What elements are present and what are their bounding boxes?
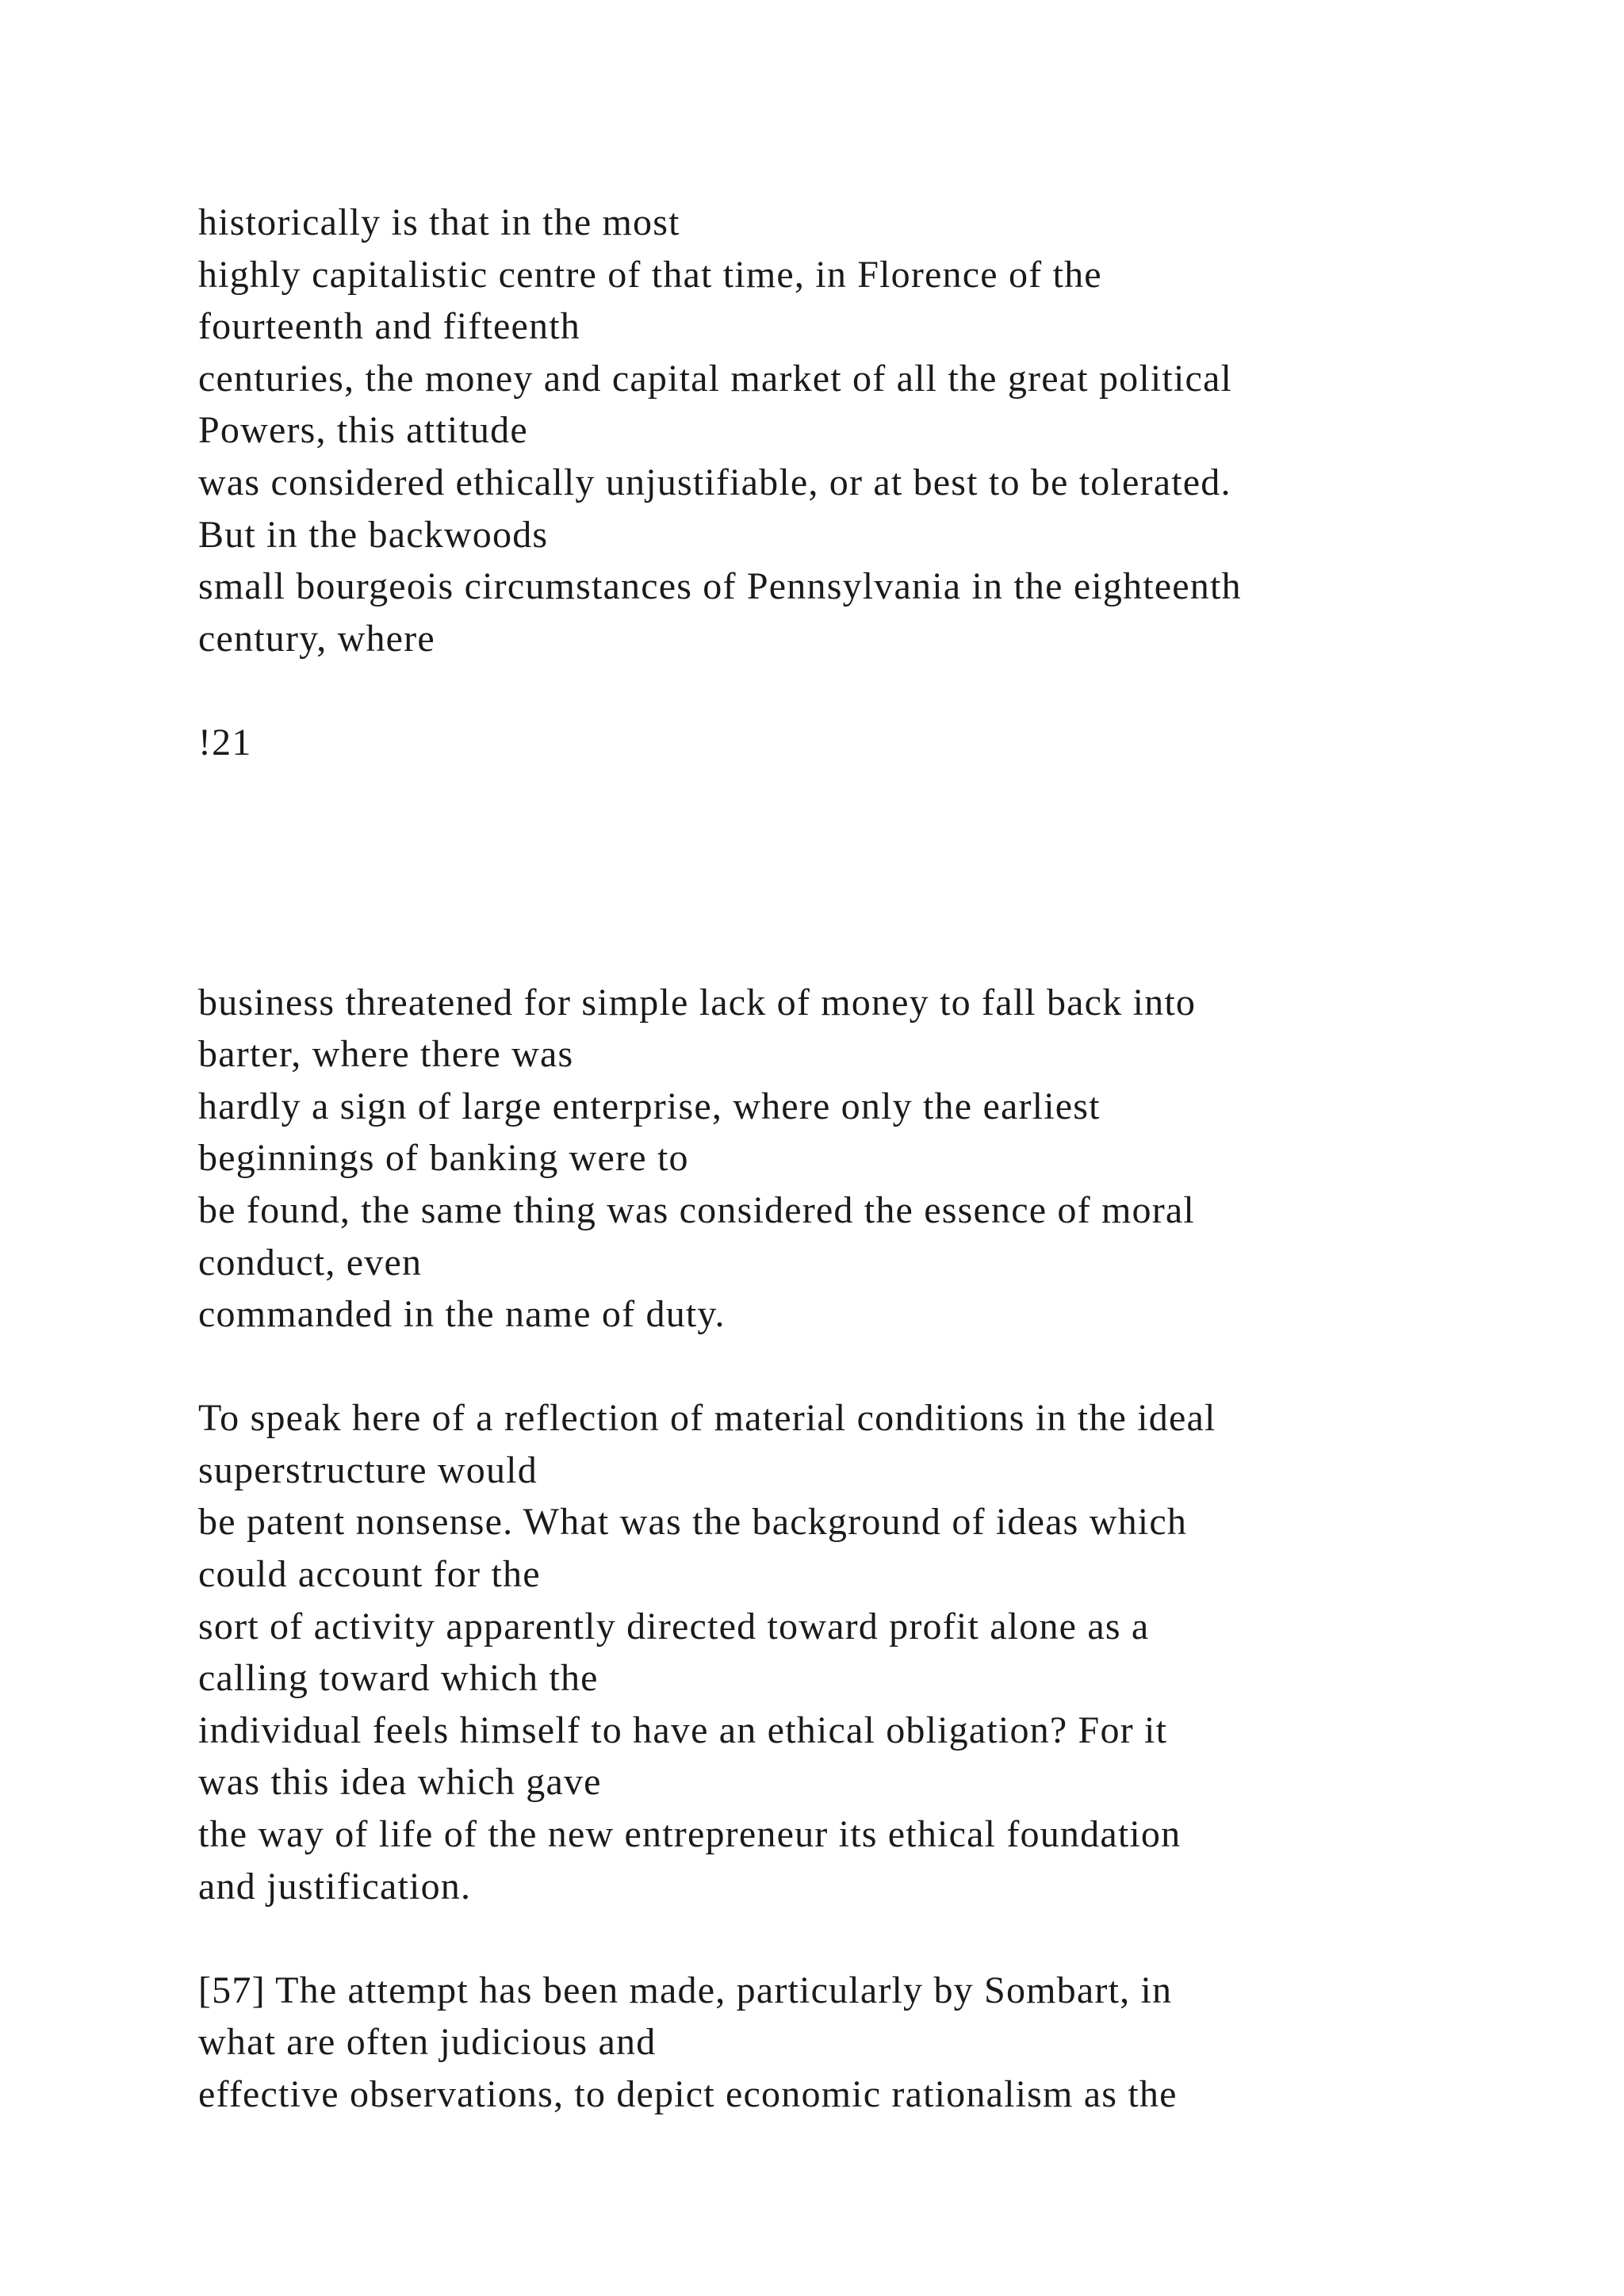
text-line: calling toward which the	[198, 1657, 599, 1700]
text-line: sort of activity apparently directed toward profit alone as a	[198, 1605, 1150, 1647]
text-line: century, where	[198, 617, 435, 660]
text-line: To speak here of a reflection of material conditions in the ideal	[198, 1397, 1216, 1440]
text-line: But in the backwoods	[198, 513, 549, 556]
blank-line	[198, 1912, 1562, 1965]
text-line: effective observations, to depict economic rationalism as the	[198, 2073, 1178, 2115]
page-number: !21	[198, 721, 252, 763]
paragraph-sombart	[198, 1965, 1562, 2121]
text-line: barter, where there was	[198, 1033, 574, 1076]
paragraph-business-barter	[198, 977, 1562, 1341]
text-line: Powers, this attitude	[198, 409, 528, 452]
text-line: beginnings of banking were to	[198, 1137, 689, 1180]
text-line: superstructure would	[198, 1448, 538, 1491]
blank-line	[198, 1341, 1562, 1393]
text-line: the way of life of the new entrepreneur its ethical foundation	[198, 1813, 1182, 1856]
blank-line	[198, 664, 1562, 717]
text-line: centuries, the money and capital market of all the great political	[198, 357, 1233, 400]
text-line: business threatened for simple lack of money to fall back into	[198, 981, 1197, 1024]
text-line: small bourgeois circumstances of Pennsylvania in the eighteenth	[198, 565, 1242, 608]
text-line: was this idea which gave	[198, 1761, 602, 1804]
text-line: commanded in the name of duty.	[198, 1293, 726, 1336]
page-break-spacer	[198, 769, 1562, 977]
text-line: was considered ethically unjustifiable, or at best to be tolerated.	[198, 461, 1231, 503]
text-line: conduct, even	[198, 1241, 423, 1284]
paragraph-florence-pennsylvania	[198, 197, 1562, 664]
text-line: could account for the	[198, 1553, 541, 1596]
text-line: be patent nonsense. What was the background of ideas which	[198, 1501, 1188, 1544]
text-line: historically is that in the most	[198, 201, 680, 243]
text-line: be found, the same thing was considered the essence of moral	[198, 1188, 1195, 1231]
text-line: highly capitalistic centre of that time, in Florence of the	[198, 253, 1102, 296]
text-line: fourteenth and fifteenth	[198, 305, 580, 348]
paragraph-ideal-superstructure	[198, 1392, 1562, 1912]
text-line: [57] The attempt has been made, particularly by Sombart, in	[198, 1969, 1173, 2011]
text-line: and justification.	[198, 1865, 472, 1908]
text-line: hardly a sign of large enterprise, where only the earliest	[198, 1085, 1101, 1127]
document-page	[198, 197, 1562, 2121]
text-line: individual feels himself to have an ethical obligation? For it	[198, 1709, 1168, 1751]
text-line: what are often judicious and	[198, 2021, 657, 2064]
